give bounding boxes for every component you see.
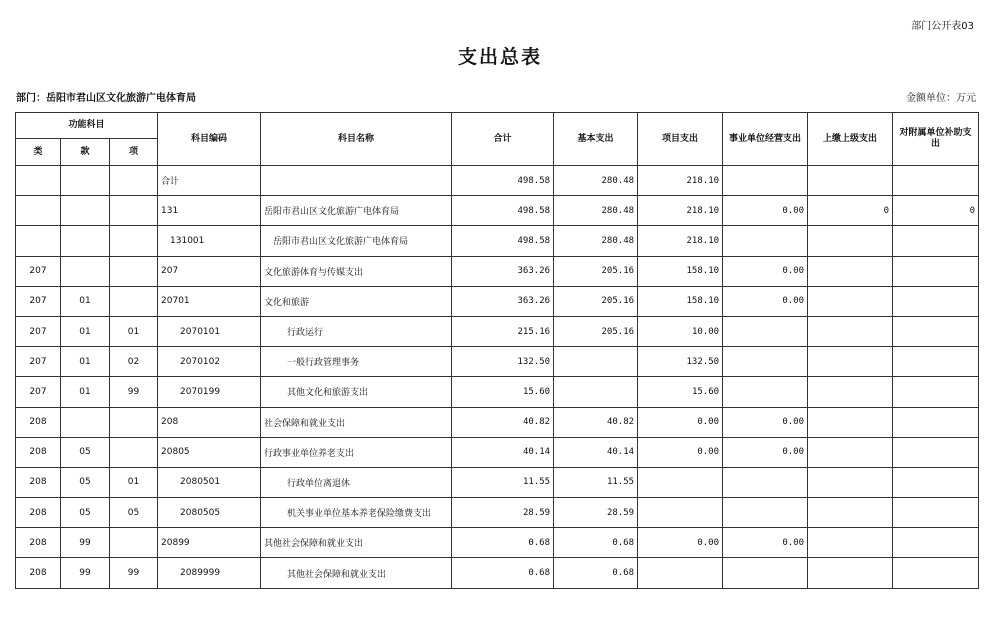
cell-subsidy — [893, 528, 979, 558]
cell-xiang — [110, 437, 158, 467]
cell-business — [723, 498, 808, 528]
expenditure-table — [15, 112, 979, 589]
header-code: 科目编码 — [158, 113, 261, 166]
cell-total: 498.58 — [452, 226, 554, 256]
table-row — [16, 467, 979, 497]
cell-xiang: 99 — [110, 558, 158, 588]
cell-name: 文化旅游体育与传媒支出 — [261, 256, 452, 286]
cell-lei: 208 — [16, 528, 61, 558]
cell-business — [723, 558, 808, 588]
cell-project: 0.00 — [638, 528, 723, 558]
department-label: 部门：岳阳市君山区文化旅游广电体育局 — [16, 93, 196, 104]
cell-code: 2080501 — [158, 467, 261, 497]
cell-project: 158.10 — [638, 286, 723, 316]
cell-code: 20805 — [158, 437, 261, 467]
cell-upper — [808, 377, 893, 407]
cell-code: 207 — [158, 256, 261, 286]
header-xiang: 项 — [110, 139, 158, 166]
cell-basic: 280.48 — [554, 226, 638, 256]
cell-basic: 280.48 — [554, 166, 638, 196]
table-row — [16, 286, 979, 316]
cell-business: 0.00 — [723, 528, 808, 558]
cell-project: 132.50 — [638, 347, 723, 377]
cell-subsidy — [893, 437, 979, 467]
cell-code: 20899 — [158, 528, 261, 558]
cell-lei — [16, 166, 61, 196]
cell-total: 40.82 — [452, 407, 554, 437]
cell-name: 文化和旅游 — [261, 286, 452, 316]
cell-xiang: 99 — [110, 377, 158, 407]
cell-lei: 208 — [16, 558, 61, 588]
cell-code: 合计 — [158, 166, 261, 196]
cell-lei — [16, 226, 61, 256]
cell-project: 10.00 — [638, 316, 723, 346]
table-row — [16, 377, 979, 407]
cell-upper — [808, 528, 893, 558]
cell-subsidy — [893, 256, 979, 286]
unit-label: 金额单位：万元 — [906, 93, 976, 104]
cell-lei: 207 — [16, 256, 61, 286]
cell-name: 一般行政管理事务 — [261, 347, 452, 377]
cell-code: 208 — [158, 407, 261, 437]
cell-kuan — [61, 196, 110, 226]
cell-name: 机关事业单位基本养老保险缴费支出 — [261, 498, 452, 528]
cell-total: 498.58 — [452, 166, 554, 196]
cell-total: 132.50 — [452, 347, 554, 377]
cell-basic: 28.59 — [554, 498, 638, 528]
cell-name — [261, 166, 452, 196]
cell-name: 行政单位离退休 — [261, 467, 452, 497]
cell-code: 2070102 — [158, 347, 261, 377]
cell-total: 0.68 — [452, 528, 554, 558]
cell-lei: 208 — [16, 498, 61, 528]
cell-total: 363.26 — [452, 256, 554, 286]
table-row — [16, 166, 979, 196]
cell-code: 2070199 — [158, 377, 261, 407]
header-upper: 上缴上级支出 — [808, 113, 893, 166]
cell-lei — [16, 196, 61, 226]
cell-project: 0.00 — [638, 437, 723, 467]
cell-basic: 11.55 — [554, 467, 638, 497]
cell-name: 其他文化和旅游支出 — [261, 377, 452, 407]
table-row — [16, 437, 979, 467]
cell-business: 0.00 — [723, 407, 808, 437]
cell-name: 其他社会保障和就业支出 — [261, 558, 452, 588]
table-row — [16, 196, 979, 226]
cell-upper — [808, 407, 893, 437]
cell-project: 218.10 — [638, 226, 723, 256]
table-row — [16, 347, 979, 377]
cell-upper — [808, 467, 893, 497]
cell-business: 0.00 — [723, 437, 808, 467]
cell-name: 行政事业单位养老支出 — [261, 437, 452, 467]
cell-kuan: 99 — [61, 528, 110, 558]
cell-basic: 205.16 — [554, 316, 638, 346]
header-lei: 类 — [16, 139, 61, 166]
cell-kuan: 05 — [61, 437, 110, 467]
cell-kuan: 99 — [61, 558, 110, 588]
table-row — [16, 226, 979, 256]
cell-upper — [808, 226, 893, 256]
cell-subsidy — [893, 347, 979, 377]
cell-code: 2089999 — [158, 558, 261, 588]
cell-lei: 207 — [16, 286, 61, 316]
cell-business — [723, 377, 808, 407]
cell-upper — [808, 166, 893, 196]
cell-xiang: 01 — [110, 467, 158, 497]
cell-total: 215.16 — [452, 316, 554, 346]
cell-upper — [808, 558, 893, 588]
cell-total: 28.59 — [452, 498, 554, 528]
cell-subsidy — [893, 467, 979, 497]
header-total: 合计 — [452, 113, 554, 166]
cell-lei: 207 — [16, 347, 61, 377]
cell-xiang — [110, 226, 158, 256]
table-row — [16, 407, 979, 437]
cell-kuan: 01 — [61, 347, 110, 377]
cell-subsidy — [893, 498, 979, 528]
cell-xiang: 01 — [110, 316, 158, 346]
cell-project: 15.60 — [638, 377, 723, 407]
cell-xiang — [110, 196, 158, 226]
cell-total: 40.14 — [452, 437, 554, 467]
cell-kuan — [61, 407, 110, 437]
cell-project: 218.10 — [638, 196, 723, 226]
cell-lei: 208 — [16, 467, 61, 497]
cell-subsidy — [893, 407, 979, 437]
cell-project — [638, 467, 723, 497]
cell-xiang — [110, 528, 158, 558]
header-name: 科目名称 — [261, 113, 452, 166]
header-business: 事业单位经营支出 — [723, 113, 808, 166]
cell-name: 其他社会保障和就业支出 — [261, 528, 452, 558]
cell-code: 20701 — [158, 286, 261, 316]
table-row — [16, 256, 979, 286]
cell-name: 岳阳市君山区文化旅游广电体育局 — [261, 226, 452, 256]
cell-business — [723, 226, 808, 256]
cell-business: 0.00 — [723, 286, 808, 316]
header-project: 项目支出 — [638, 113, 723, 166]
table-row — [16, 528, 979, 558]
cell-upper — [808, 347, 893, 377]
cell-business: 0.00 — [723, 256, 808, 286]
cell-total: 363.26 — [452, 286, 554, 316]
cell-basic: 280.48 — [554, 196, 638, 226]
cell-basic: 40.14 — [554, 437, 638, 467]
header-basic: 基本支出 — [554, 113, 638, 166]
cell-xiang — [110, 166, 158, 196]
cell-lei: 207 — [16, 377, 61, 407]
cell-name: 行政运行 — [261, 316, 452, 346]
table-row — [16, 316, 979, 346]
cell-total: 0.68 — [452, 558, 554, 588]
cell-xiang — [110, 286, 158, 316]
cell-kuan — [61, 166, 110, 196]
cell-kuan — [61, 256, 110, 286]
table-row — [16, 558, 979, 588]
cell-kuan: 01 — [61, 286, 110, 316]
cell-total: 15.60 — [452, 377, 554, 407]
cell-subsidy — [893, 558, 979, 588]
cell-upper — [808, 286, 893, 316]
cell-xiang — [110, 256, 158, 286]
page-title: 支出总表 — [457, 46, 542, 68]
cell-basic — [554, 377, 638, 407]
cell-lei: 207 — [16, 316, 61, 346]
cell-kuan: 01 — [61, 316, 110, 346]
cell-business — [723, 467, 808, 497]
cell-project: 158.10 — [638, 256, 723, 286]
cell-code: 2080505 — [158, 498, 261, 528]
cell-basic: 0.68 — [554, 558, 638, 588]
cell-basic — [554, 347, 638, 377]
cell-code: 131001 — [158, 226, 261, 256]
cell-xiang: 02 — [110, 347, 158, 377]
cell-subsidy — [893, 286, 979, 316]
cell-project: 218.10 — [638, 166, 723, 196]
cell-kuan: 01 — [61, 377, 110, 407]
cell-code: 2070101 — [158, 316, 261, 346]
cell-basic: 0.68 — [554, 528, 638, 558]
cell-business: 0.00 — [723, 196, 808, 226]
cell-basic: 40.82 — [554, 407, 638, 437]
cell-upper — [808, 498, 893, 528]
cell-subsidy — [893, 166, 979, 196]
cell-business — [723, 316, 808, 346]
cell-business — [723, 347, 808, 377]
cell-lei: 208 — [16, 407, 61, 437]
cell-upper — [808, 316, 893, 346]
cell-name: 岳阳市君山区文化旅游广电体育局 — [261, 196, 452, 226]
cell-subsidy: 0 — [893, 196, 979, 226]
form-code: 部门公开表03 — [911, 21, 974, 32]
cell-lei: 208 — [16, 437, 61, 467]
cell-upper — [808, 437, 893, 467]
cell-basic: 205.16 — [554, 286, 638, 316]
cell-subsidy — [893, 377, 979, 407]
header-kuan: 款 — [61, 139, 110, 166]
cell-upper — [808, 256, 893, 286]
cell-kuan — [61, 226, 110, 256]
cell-name: 社会保障和就业支出 — [261, 407, 452, 437]
cell-project: 0.00 — [638, 407, 723, 437]
header-subsidy: 对附属单位补助支出 — [893, 113, 979, 166]
table-row — [16, 498, 979, 528]
cell-basic: 205.16 — [554, 256, 638, 286]
cell-xiang: 05 — [110, 498, 158, 528]
cell-kuan: 05 — [61, 498, 110, 528]
cell-subsidy — [893, 226, 979, 256]
cell-project — [638, 558, 723, 588]
cell-project — [638, 498, 723, 528]
table-body — [16, 166, 979, 589]
cell-total: 11.55 — [452, 467, 554, 497]
cell-kuan: 05 — [61, 467, 110, 497]
cell-business — [723, 166, 808, 196]
cell-total: 498.58 — [452, 196, 554, 226]
cell-upper: 0 — [808, 196, 893, 226]
cell-xiang — [110, 407, 158, 437]
cell-code: 131 — [158, 196, 261, 226]
cell-subsidy — [893, 316, 979, 346]
header-func-subject: 功能科目 — [16, 113, 158, 139]
